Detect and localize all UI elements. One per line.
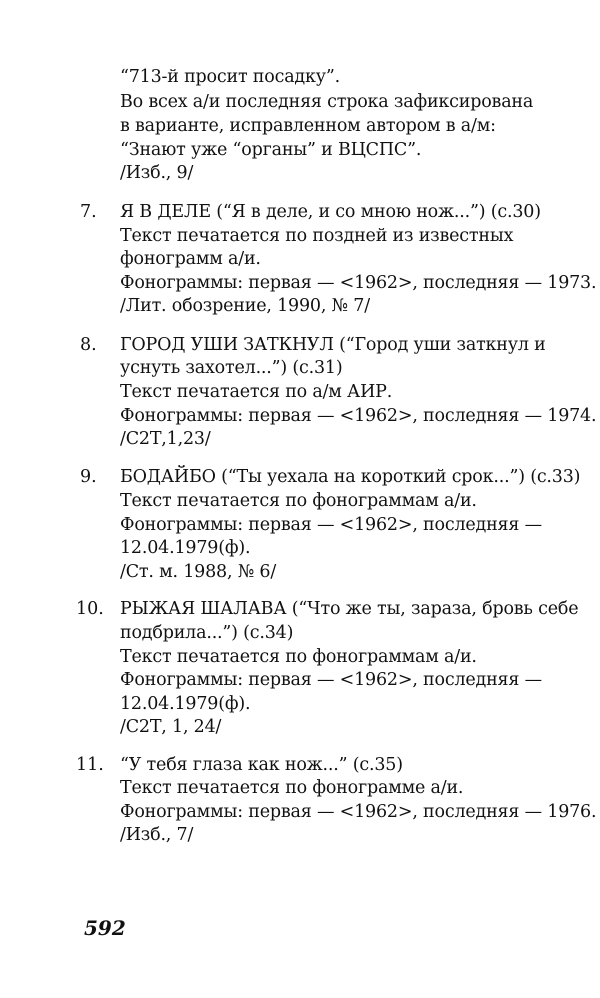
entry-line: фонограмм а/и.	[120, 249, 261, 269]
entry-line: /Ст. м. 1988, № 6/	[120, 562, 277, 582]
entry-title: “У тебя глаза как нож...” (с.35)	[120, 755, 403, 775]
entry-number: 9.	[80, 467, 97, 487]
entry-line: Текст печатается по поздней из известных	[120, 226, 514, 246]
entry-line: Текст печатается по фонограмме а/и.	[120, 778, 464, 798]
entry-title: ГОРОД УШИ ЗАТКНУЛ (“Город уши заткнул и	[120, 335, 546, 355]
intro-line: “Знают уже “органы” и ВЦСПС”.	[120, 140, 422, 160]
entry-line: уснуть захотел...”) (с.31)	[120, 358, 343, 378]
entry-title: РЫЖАЯ ШАЛАВА (“Что же ты, зараза, бровь себе	[120, 599, 579, 619]
intro-line: в варианте, исправленном автором в а/м:	[120, 116, 496, 136]
entry-number: 11.	[76, 755, 104, 775]
entry-title: БОДАЙБО (“Ты уехала на короткий срок...”) (с.33)	[120, 467, 581, 487]
entry-line: /С2Т,1,23/	[120, 429, 211, 449]
entry-line: /С2Т, 1, 24/	[120, 717, 222, 737]
entry-number: 7.	[80, 202, 97, 222]
page-number: 592	[84, 916, 126, 940]
entry-line: Текст печатается по а/м АИР.	[120, 382, 393, 402]
entry-line: Текст печатается по фонограммам а/и.	[120, 647, 477, 667]
entry-line: 12.04.1979(ф).	[120, 538, 251, 558]
entry-line: Фонограммы: первая — <1962>, последняя — 1974.	[120, 406, 597, 426]
entry-line: Фонограммы: первая — <1962>, последняя —	[120, 670, 542, 690]
entry-line: /Изб., 7/	[120, 825, 194, 845]
intro-line: Во всех а/и последняя строка зафиксирована	[120, 92, 534, 112]
entry-number: 8.	[80, 335, 97, 355]
entry-number: 10.	[76, 599, 104, 619]
entry-line: Фонограммы: первая — <1962>, последняя —	[120, 515, 542, 535]
entry-line: Текст печатается по фонограммам а/и.	[120, 491, 477, 511]
entry-line: Фонограммы: первая — <1962>, последняя — 1976.	[120, 802, 597, 822]
entry-line: Фонограммы: первая — <1962>, последняя — 1973.	[120, 273, 597, 293]
entry-title: Я В ДЕЛЕ (“Я в деле, и со мною нож...”) (с.30)	[120, 202, 541, 222]
intro-line: /Изб., 9/	[120, 163, 194, 183]
entry-line: 12.04.1979(ф).	[120, 694, 251, 714]
entry-line: /Лит. обозрение, 1990, № 7/	[120, 296, 370, 316]
entry-line: подбрила...”) (с.34)	[120, 623, 294, 643]
intro-line: “713-й просит посадку”.	[120, 67, 340, 87]
